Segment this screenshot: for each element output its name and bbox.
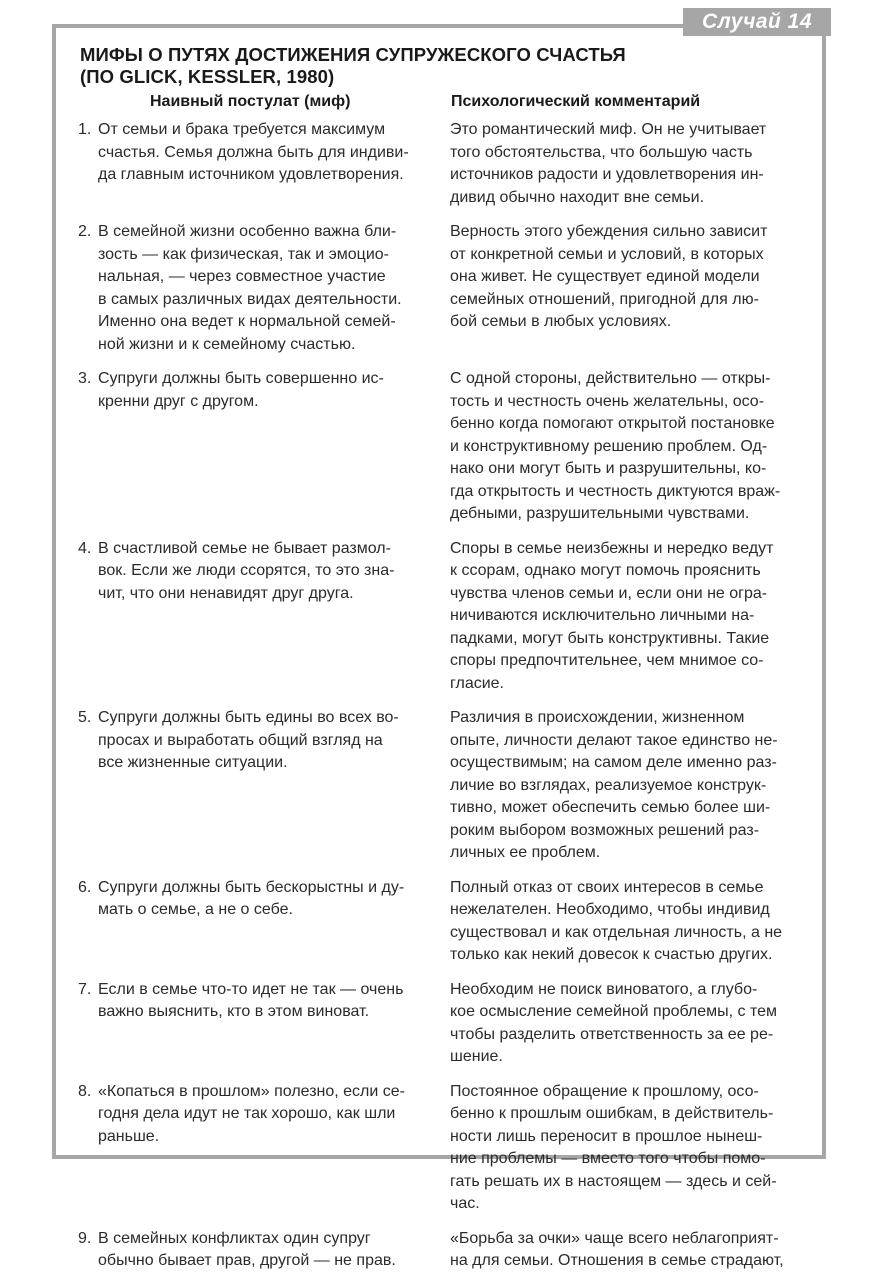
comment-line: от конкретной семьи и условий, в которых bbox=[450, 245, 764, 263]
comment-line: личие во взглядах, реализуемое конструк- bbox=[450, 776, 767, 794]
comment-line: падками, могут быть конструктивны. Такие bbox=[450, 629, 770, 647]
table-row bbox=[78, 1081, 808, 1216]
myth-line: мать о семье, а не о себе. bbox=[98, 901, 293, 918]
table-row bbox=[78, 119, 808, 209]
comment-line: роким выбором возможных решений раз- bbox=[450, 821, 760, 839]
comment-line: источников радости и удовлетворения ин- bbox=[450, 166, 764, 183]
comment-line: нако они могут быть и разрушительны, ко- bbox=[450, 460, 767, 477]
comment-cell bbox=[450, 877, 806, 967]
myth-line: В семейных конфликтах один супруг bbox=[98, 1229, 371, 1247]
myth-line: важно выяснить, кто в этом виноват. bbox=[98, 1003, 370, 1020]
myth-text bbox=[98, 538, 434, 696]
comment-cell bbox=[450, 538, 806, 696]
myth-line: Если в семье что-то идет не так — очень bbox=[98, 980, 404, 998]
comment-line: дебными, разрушительными чувствами. bbox=[450, 505, 750, 522]
comment-line: гласие. bbox=[450, 674, 504, 692]
myth-text bbox=[98, 979, 434, 1069]
page-title bbox=[80, 44, 800, 88]
comment-cell bbox=[450, 707, 806, 865]
comment-line: Споры в семье неизбежны и нередко ведут bbox=[450, 539, 774, 557]
comment-line: опыте, личности делают такое единство не- bbox=[450, 731, 778, 749]
comment-line: Это романтический миф. Он не учитывает bbox=[450, 121, 767, 138]
title-line-1: МИФЫ О ПУТЯХ ДОСТИЖЕНИЯ СУПРУЖЕСКОГО СЧАСТЬЯ bbox=[80, 44, 626, 65]
table-row bbox=[78, 707, 808, 865]
comment-line: ние проблемы — вместо того чтобы помо- bbox=[450, 1150, 766, 1167]
comment-line: Полный отказ от своих интересов в семье bbox=[450, 878, 764, 896]
table-row bbox=[78, 877, 808, 967]
comment-cell bbox=[450, 979, 806, 1069]
myth-line: нальная, — через совместное участие bbox=[98, 268, 386, 285]
table-row bbox=[78, 221, 808, 356]
myth-cell bbox=[78, 877, 434, 967]
row-number: 7. bbox=[78, 980, 92, 998]
myth-cell bbox=[78, 707, 434, 865]
case-label-tab bbox=[683, 8, 831, 36]
comment-line: к ссорам, однако могут помочь прояснить bbox=[450, 562, 761, 579]
row-number: 3. bbox=[78, 370, 92, 387]
column-header-comment: Психологический комментарий bbox=[451, 93, 701, 110]
row-number: 4. bbox=[78, 539, 92, 557]
myth-cell bbox=[78, 1081, 434, 1216]
myth-line: Супруги должны быть бескорыстны и ду- bbox=[98, 878, 405, 896]
comment-line: существовал и как отдельная личность, а не bbox=[450, 923, 783, 941]
title-line-2: (ПО GLICK, KESSLER, 1980) bbox=[80, 66, 335, 87]
myth-text bbox=[98, 1228, 434, 1273]
myth-line: в самых различных видах деятельности. bbox=[98, 290, 402, 308]
comment-line: дивид обычно находит вне семьи. bbox=[450, 188, 705, 206]
comment-line: тость и честность очень желательны, осо- bbox=[450, 392, 765, 410]
myth-cell bbox=[78, 368, 434, 526]
row-number: 9. bbox=[78, 1229, 92, 1247]
comment-line: «Борьба за очки» чаще всего неблагоприят- bbox=[450, 1229, 779, 1247]
myth-line: чит, что они ненавидят друг друга. bbox=[98, 584, 354, 602]
myth-line: «Копаться в прошлом» полезно, если се- bbox=[98, 1082, 405, 1100]
myth-line: обычно бывает прав, другой — не прав. bbox=[98, 1252, 396, 1269]
myth-line: От семьи и брака требуется максимум bbox=[98, 121, 386, 138]
comment-line: только как некий довесок к счастью других. bbox=[450, 946, 773, 963]
row-number: 8. bbox=[78, 1082, 92, 1100]
comment-line: Необходим не поиск виноватого, а глубо- bbox=[450, 980, 758, 998]
comment-cell bbox=[450, 1081, 806, 1216]
comment-line: шение. bbox=[450, 1048, 503, 1065]
comment-line: тивно, может обеспечить семью более ши- bbox=[450, 799, 771, 816]
comment-line: нежелателен. Необходимо, чтобы индивид bbox=[450, 901, 770, 918]
comment-line: Различия в происхождении, жизненном bbox=[450, 709, 745, 726]
myth-line: Именно она ведет к нормальной семей- bbox=[98, 313, 396, 330]
column-header-myth: Наивный постулат (миф) bbox=[150, 93, 351, 110]
myth-text bbox=[98, 368, 434, 526]
myth-text bbox=[98, 221, 434, 356]
myth-text bbox=[98, 1081, 434, 1216]
comment-line: час. bbox=[450, 1195, 480, 1212]
comment-cell bbox=[450, 119, 806, 209]
comment-line: семейных отношений, пригодной для лю- bbox=[450, 290, 759, 308]
myth-cell bbox=[78, 119, 434, 209]
comment-line: и конструктивному решению проблем. Од- bbox=[450, 437, 768, 455]
comment-cell bbox=[450, 368, 806, 526]
comment-line: чувства членов семьи и, если они не огра- bbox=[450, 584, 768, 602]
comment-line: кое осмысление семейной проблемы, с тем bbox=[450, 1003, 778, 1020]
comment-line: Постоянное обращение к прошлому, осо- bbox=[450, 1082, 759, 1100]
comment-line: гать решать их в настоящем — здесь и сей- bbox=[450, 1172, 777, 1190]
comment-line: ности лишь переносит в прошлое нынеш- bbox=[450, 1127, 763, 1145]
myth-line: кренни друг с другом. bbox=[98, 392, 259, 410]
myth-line: просах и выработать общий взгляд на bbox=[98, 731, 383, 749]
myth-line: счастья. Семья должна быть для индиви- bbox=[98, 143, 409, 161]
row-number: 2. bbox=[78, 223, 92, 240]
comment-line: ничиваются исключительно личными на- bbox=[450, 607, 755, 624]
row-number: 5. bbox=[78, 709, 92, 726]
myth-cell bbox=[78, 538, 434, 696]
table-row bbox=[78, 979, 808, 1069]
comment-line: С одной стороны, действительно — откры- bbox=[450, 370, 771, 387]
comment-line: бенно к прошлым ошибкам, в действитель- bbox=[450, 1105, 774, 1122]
comment-cell bbox=[450, 221, 806, 356]
myth-line: ной жизни и к семейному счастью. bbox=[98, 335, 356, 353]
comment-line: чтобы разделить ответственность за ее ре- bbox=[450, 1025, 774, 1043]
table-row bbox=[78, 368, 808, 526]
comment-line: того обстоятельства, что большую часть bbox=[450, 143, 753, 161]
comment-line: на для семьи. Отношения в семье страдают, bbox=[450, 1252, 784, 1269]
table-row bbox=[78, 1228, 808, 1273]
myth-line: раньше. bbox=[98, 1127, 160, 1145]
myth-cell bbox=[78, 1228, 434, 1273]
myth-text bbox=[98, 707, 434, 865]
myth-text bbox=[98, 877, 434, 967]
myth-cell bbox=[78, 221, 434, 356]
comment-line: личных ее проблем. bbox=[450, 844, 601, 861]
comment-line: бой семьи в любых условиях. bbox=[450, 313, 672, 330]
myth-line: В счастливой семье не бывает размол- bbox=[98, 539, 391, 557]
myths-table bbox=[78, 119, 808, 1285]
comment-line: бенно когда помогают открытой постановке bbox=[450, 415, 775, 432]
myth-line: Супруги должны быть едины во всех во- bbox=[98, 709, 399, 726]
myth-cell bbox=[78, 979, 434, 1069]
myth-line: В семейной жизни особенно важна бли- bbox=[98, 223, 397, 240]
comment-cell bbox=[450, 1228, 806, 1273]
case-label: Случай 14 bbox=[701, 10, 813, 33]
row-number: 6. bbox=[78, 878, 92, 896]
myth-line: вок. Если же люди ссорятся, то это зна- bbox=[98, 562, 395, 579]
comment-line: Верность этого убеждения сильно зависит bbox=[450, 223, 768, 240]
myth-line: зость — как физическая, так и эмоцио- bbox=[98, 245, 389, 263]
comment-line: она живет. Не существует единой модели bbox=[450, 268, 760, 285]
comment-line: споры предпочтительнее, чем мнимое со- bbox=[450, 652, 764, 669]
row-number: 1. bbox=[78, 121, 92, 138]
myth-line: да главным источником удовлетворения. bbox=[98, 166, 404, 183]
table-row bbox=[78, 538, 808, 696]
myth-text bbox=[98, 119, 434, 209]
comment-line: гда открытость и честность диктуются враж- bbox=[450, 482, 781, 500]
comment-line: осуществимым; на самом деле именно раз- bbox=[450, 754, 777, 771]
myth-line: годня дела идут не так хорошо, как шли bbox=[98, 1105, 396, 1122]
myth-line: все жизненные ситуации. bbox=[98, 754, 288, 771]
myth-line: Супруги должны быть совершенно ис- bbox=[98, 370, 384, 387]
